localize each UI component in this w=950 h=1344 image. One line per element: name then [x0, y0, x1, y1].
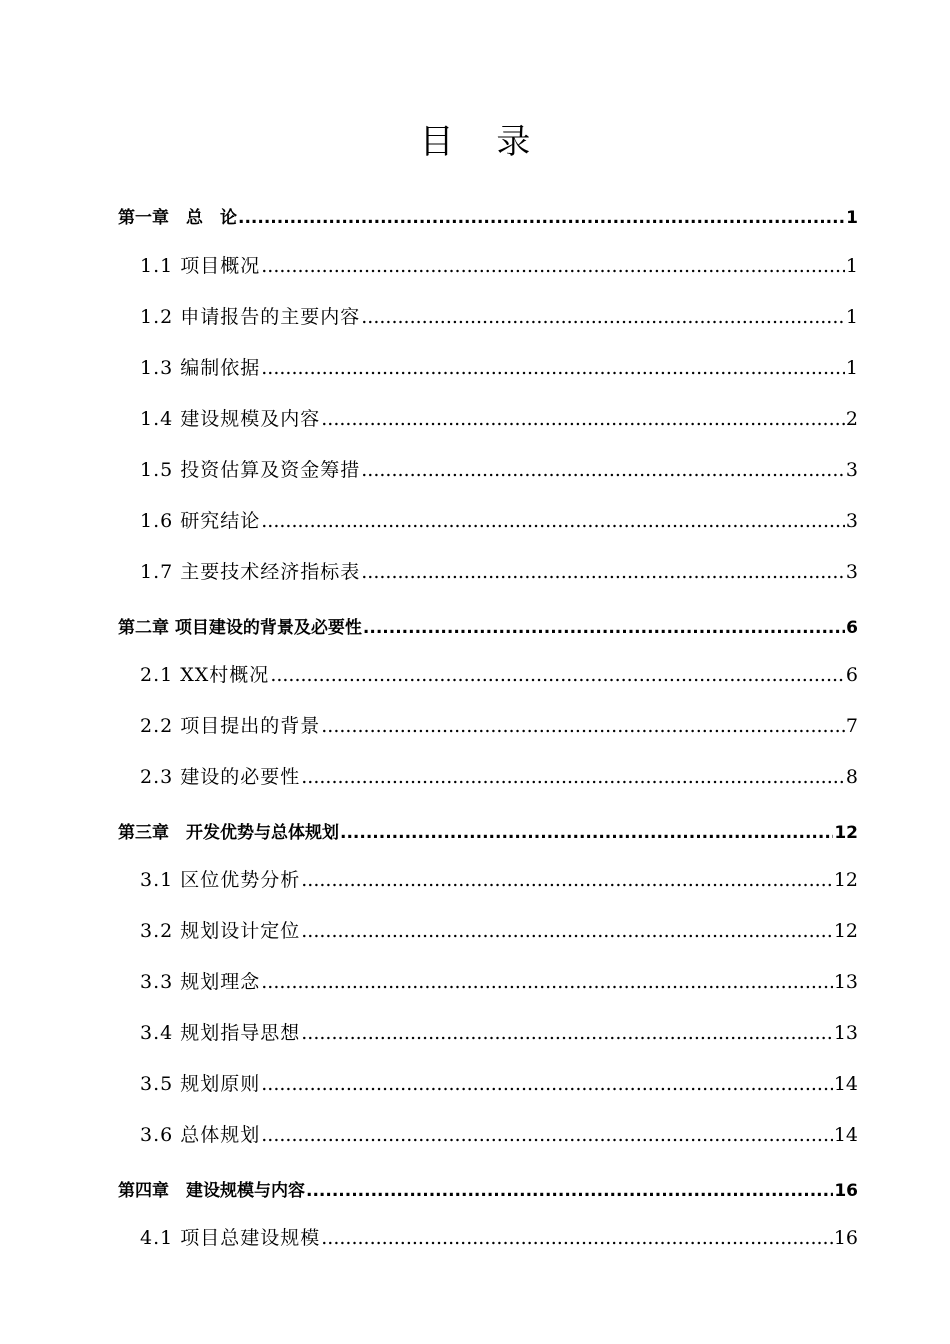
toc-entry-label: 2.2 项目提出的背景: [140, 715, 321, 737]
toc-entry-label: 2.3 建设的必要性: [140, 766, 301, 788]
toc-section-entry[interactable]: [140, 506, 858, 533]
toc-entry-label: 第二章 项目建设的背景及必要性: [118, 618, 362, 638]
toc-page-number: 3: [845, 561, 858, 583]
toc-page-number: 8: [845, 766, 858, 788]
toc-entry-label: 1.2 申请报告的主要内容: [140, 306, 361, 328]
toc-page-number: 6: [846, 618, 858, 638]
toc-dot-leader: [261, 1073, 833, 1095]
toc-entry-label: 1.1 项目概况: [140, 255, 261, 277]
toc-dot-leader: [321, 715, 845, 737]
toc-dot-leader: [321, 1227, 833, 1249]
toc-section-entry[interactable]: [140, 302, 858, 329]
toc-page-number: 3: [845, 459, 858, 481]
toc-chapter-entry[interactable]: [118, 818, 858, 843]
toc-entry-label: 1.4 建设规模及内容: [140, 408, 321, 430]
toc-entry-label: 3.4 规划指导思想: [140, 1022, 301, 1044]
toc-dot-leader: [261, 971, 833, 993]
toc-section-entry[interactable]: [140, 1069, 858, 1096]
toc-section-entry[interactable]: [140, 916, 858, 943]
toc-dot-leader: [261, 1124, 833, 1146]
toc-dot-leader: [306, 1181, 833, 1201]
toc-section-entry[interactable]: [140, 557, 858, 584]
toc-dot-leader: [261, 255, 845, 277]
toc-page-number: 16: [834, 1181, 858, 1201]
toc-dot-leader: [301, 869, 833, 891]
toc-page-number: 1: [845, 306, 858, 328]
toc-dot-leader: [270, 664, 845, 686]
toc-dot-leader: [361, 306, 845, 328]
toc-page-number: 14: [833, 1124, 858, 1146]
toc-page-number: 13: [833, 1022, 858, 1044]
toc-entry-label: 3.5 规划原则: [140, 1073, 261, 1095]
toc-entry-label: 1.5 投资估算及资金筹措: [140, 459, 361, 481]
toc-page-number: 1: [845, 357, 858, 379]
toc-page-number: 1: [846, 208, 858, 228]
toc-page-number: 16: [833, 1227, 858, 1249]
toc-entry-label: 3.1 区位优势分析: [140, 869, 301, 891]
toc-page-number: 6: [845, 664, 858, 686]
toc-section-entry[interactable]: [140, 660, 858, 687]
toc-section-entry[interactable]: [140, 353, 858, 380]
toc-page-number: 12: [834, 823, 858, 843]
toc-entry-label: 第四章 建设规模与内容: [118, 1181, 305, 1201]
toc-entry-label: 第一章 总 论: [118, 208, 237, 228]
toc-entry-label: 1.6 研究结论: [140, 510, 261, 532]
toc-entry-label: 1.7 主要技术经济指标表: [140, 561, 361, 583]
toc-entry-label: 4.1 项目总建设规模: [140, 1227, 321, 1249]
toc-section-entry[interactable]: [140, 711, 858, 738]
toc-section-entry[interactable]: [140, 251, 858, 278]
toc-section-entry[interactable]: [140, 1223, 858, 1250]
toc-section-entry[interactable]: [140, 404, 858, 431]
toc-page-number: 12: [833, 920, 858, 942]
toc-dot-leader: [363, 618, 845, 638]
toc-entry-label: 第三章 开发优势与总体规划: [118, 823, 339, 843]
toc-dot-leader: [238, 208, 845, 228]
toc-chapter-entry[interactable]: [118, 203, 858, 228]
toc-section-entry[interactable]: [140, 967, 858, 994]
toc-chapter-entry[interactable]: [118, 1176, 858, 1201]
toc-entry-label: 3.3 规划理念: [140, 971, 261, 993]
toc-section-entry[interactable]: [140, 455, 858, 482]
toc-dot-leader: [301, 1022, 833, 1044]
toc-section-entry[interactable]: [140, 762, 858, 789]
toc-section-entry[interactable]: [140, 1018, 858, 1045]
toc-dot-leader: [301, 920, 833, 942]
toc-chapter-entry[interactable]: [118, 613, 858, 638]
toc-dot-leader: [261, 510, 845, 532]
toc-entry-label: 2.1 XX村概况: [140, 664, 270, 686]
toc-section-entry[interactable]: [140, 865, 858, 892]
toc-page-number: 12: [833, 869, 858, 891]
toc-page-number: 14: [833, 1073, 858, 1095]
toc-dot-leader: [361, 459, 845, 481]
page-title: 目 录: [419, 122, 547, 162]
toc-dot-leader: [340, 823, 833, 843]
toc-section-entry[interactable]: [140, 1120, 858, 1147]
toc-page-number: 7: [845, 715, 858, 737]
toc-dot-leader: [361, 561, 845, 583]
toc-entry-label: 3.6 总体规划: [140, 1124, 261, 1146]
toc-page-number: 13: [833, 971, 858, 993]
toc-page-number: 1: [845, 255, 858, 277]
toc-dot-leader: [321, 408, 845, 430]
toc-entry-label: 1.3 编制依据: [140, 357, 261, 379]
toc-page-number: 2: [845, 408, 858, 430]
toc-dot-leader: [261, 357, 845, 379]
toc-page-number: 3: [845, 510, 858, 532]
toc-dot-leader: [301, 766, 845, 788]
toc-entry-label: 3.2 规划设计定位: [140, 920, 301, 942]
